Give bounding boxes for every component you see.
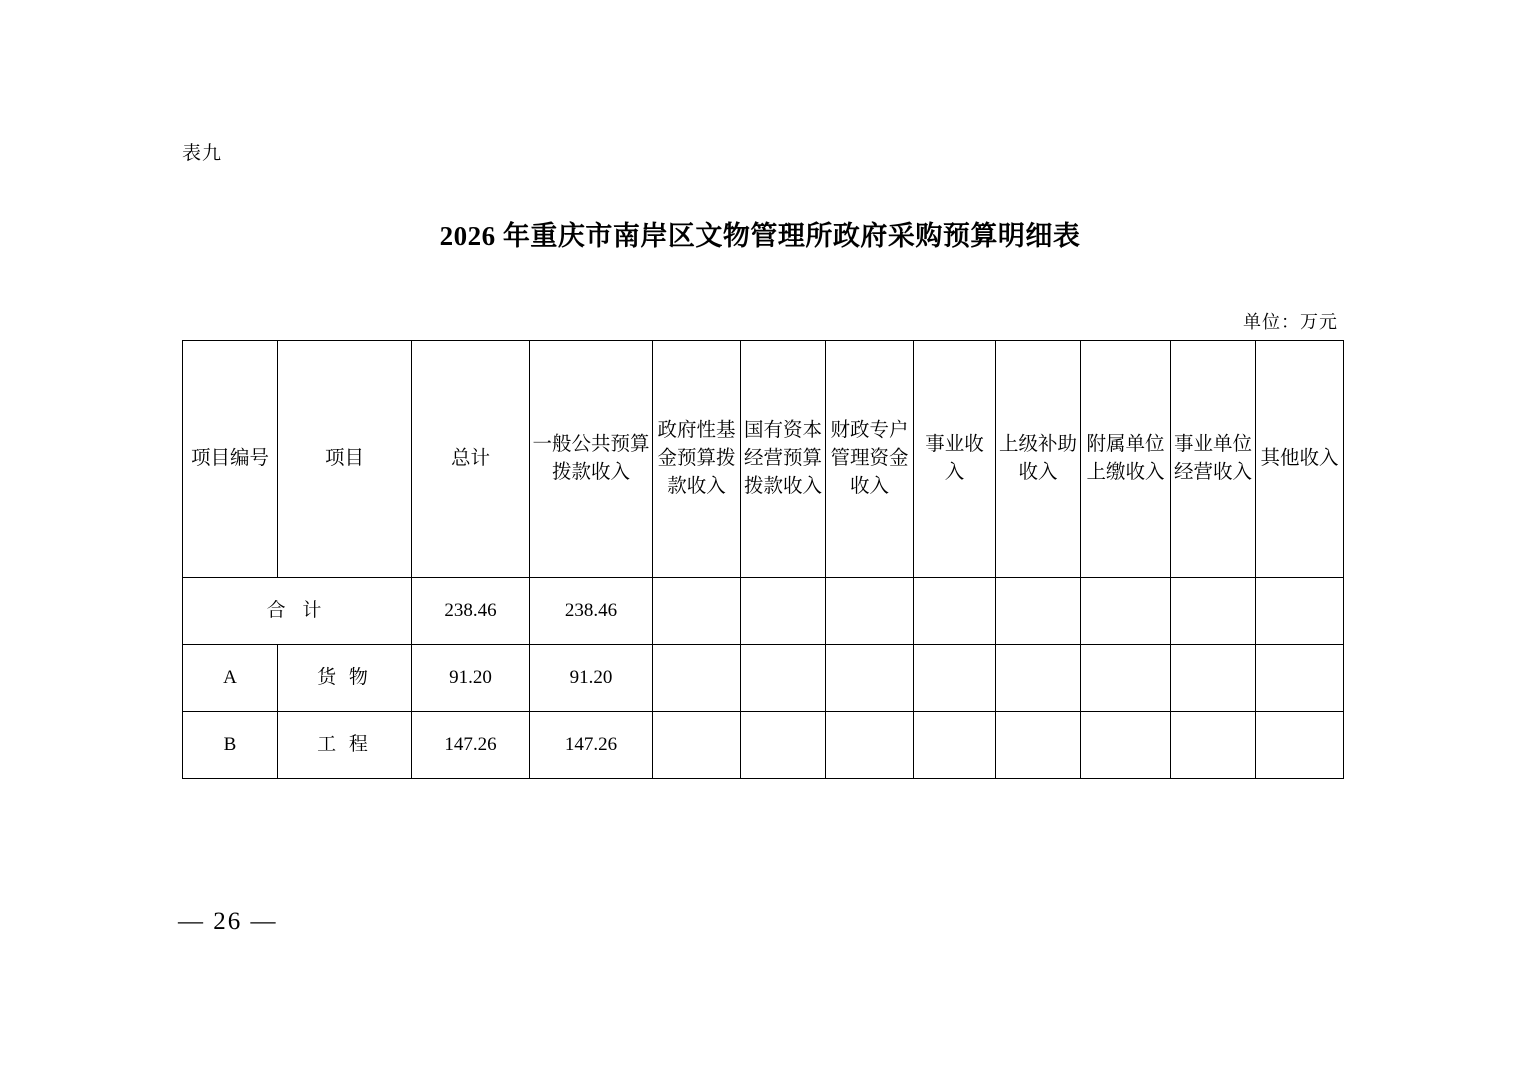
total-value-state-capital-budget bbox=[741, 578, 826, 645]
header-text: 一般公共预算拨款收入 bbox=[532, 434, 650, 483]
header-text: 财政专户管理资金收入 bbox=[830, 420, 909, 497]
row-value-fiscal-account-funds bbox=[826, 712, 914, 779]
total-value-institution-operating-income bbox=[1171, 578, 1256, 645]
row-value-other-income bbox=[1256, 645, 1344, 712]
row-value-business-income bbox=[914, 712, 996, 779]
header-text: 上级补助收入 bbox=[998, 434, 1077, 483]
total-value-affiliated-unit-payment bbox=[1081, 578, 1171, 645]
unit-note: 单位：万元 bbox=[1243, 312, 1338, 332]
row-value-other-income bbox=[1256, 712, 1344, 779]
row-value-general-public-budget: 91.20 bbox=[530, 645, 653, 712]
column-header-superior-subsidy-income bbox=[996, 341, 1081, 578]
row-value-business-income bbox=[914, 645, 996, 712]
header-text: 事业收入 bbox=[925, 434, 984, 483]
row-code: A bbox=[183, 645, 278, 712]
header-text: 政府性基金预算拨款收入 bbox=[657, 420, 736, 497]
page-number: — 26 — bbox=[178, 908, 278, 935]
row-value-fiscal-account-funds bbox=[826, 645, 914, 712]
total-value-total: 238.46 bbox=[412, 578, 530, 645]
row-value-affiliated-unit-payment bbox=[1081, 712, 1171, 779]
header-text: 项目编号 bbox=[190, 448, 269, 470]
header-text: 国有资本经营预算拨款收入 bbox=[743, 420, 822, 497]
row-value-institution-operating-income bbox=[1171, 645, 1256, 712]
row-item: 货 物 bbox=[278, 645, 412, 712]
row-value-total: 147.26 bbox=[412, 712, 530, 779]
total-value-fiscal-account-funds bbox=[826, 578, 914, 645]
column-header-project bbox=[278, 341, 412, 578]
header-text: 事业单位经营收入 bbox=[1173, 434, 1252, 483]
total-value-other-income bbox=[1256, 578, 1344, 645]
header-text: 项目 bbox=[324, 448, 364, 470]
total-value-general-public-budget: 238.46 bbox=[530, 578, 653, 645]
table-header-row bbox=[183, 341, 1344, 578]
row-value-state-capital-budget bbox=[741, 645, 826, 712]
header-text: 总计 bbox=[450, 448, 490, 470]
column-header-other-income bbox=[1256, 341, 1344, 578]
column-header-business-income bbox=[914, 341, 996, 578]
table-row bbox=[183, 712, 1344, 779]
row-value-government-fund-budget bbox=[653, 712, 741, 779]
total-value-superior-subsidy-income bbox=[996, 578, 1081, 645]
page-title: 2026 年重庆市南岸区文物管理所政府采购预算明细表 bbox=[439, 221, 1081, 251]
total-value-business-income bbox=[914, 578, 996, 645]
column-header-affiliated-unit-payment bbox=[1081, 341, 1171, 578]
column-header-project-code bbox=[183, 341, 278, 578]
row-value-institution-operating-income bbox=[1171, 712, 1256, 779]
total-label: 合 计 bbox=[183, 578, 412, 645]
row-value-superior-subsidy-income bbox=[996, 645, 1081, 712]
column-header-institution-operating-income bbox=[1171, 341, 1256, 578]
row-value-total: 91.20 bbox=[412, 645, 530, 712]
row-value-government-fund-budget bbox=[653, 645, 741, 712]
column-header-government-fund-budget bbox=[653, 341, 741, 578]
table-row bbox=[183, 645, 1344, 712]
row-value-general-public-budget: 147.26 bbox=[530, 712, 653, 779]
total-value-government-fund-budget bbox=[653, 578, 741, 645]
column-header-total bbox=[412, 341, 530, 578]
column-header-general-public-budget bbox=[530, 341, 653, 578]
header-text: 附属单位上缴收入 bbox=[1086, 434, 1165, 483]
header-text: 其他收入 bbox=[1260, 448, 1339, 470]
table-row-total bbox=[183, 578, 1344, 645]
row-value-superior-subsidy-income bbox=[996, 712, 1081, 779]
table-label: 表九 bbox=[182, 143, 223, 164]
row-value-affiliated-unit-payment bbox=[1081, 645, 1171, 712]
procurement-budget-table bbox=[182, 340, 1344, 779]
row-value-state-capital-budget bbox=[741, 712, 826, 779]
row-item: 工 程 bbox=[278, 712, 412, 779]
row-code: B bbox=[183, 712, 278, 779]
column-header-state-capital-budget bbox=[741, 341, 826, 578]
column-header-fiscal-account-funds bbox=[826, 341, 914, 578]
